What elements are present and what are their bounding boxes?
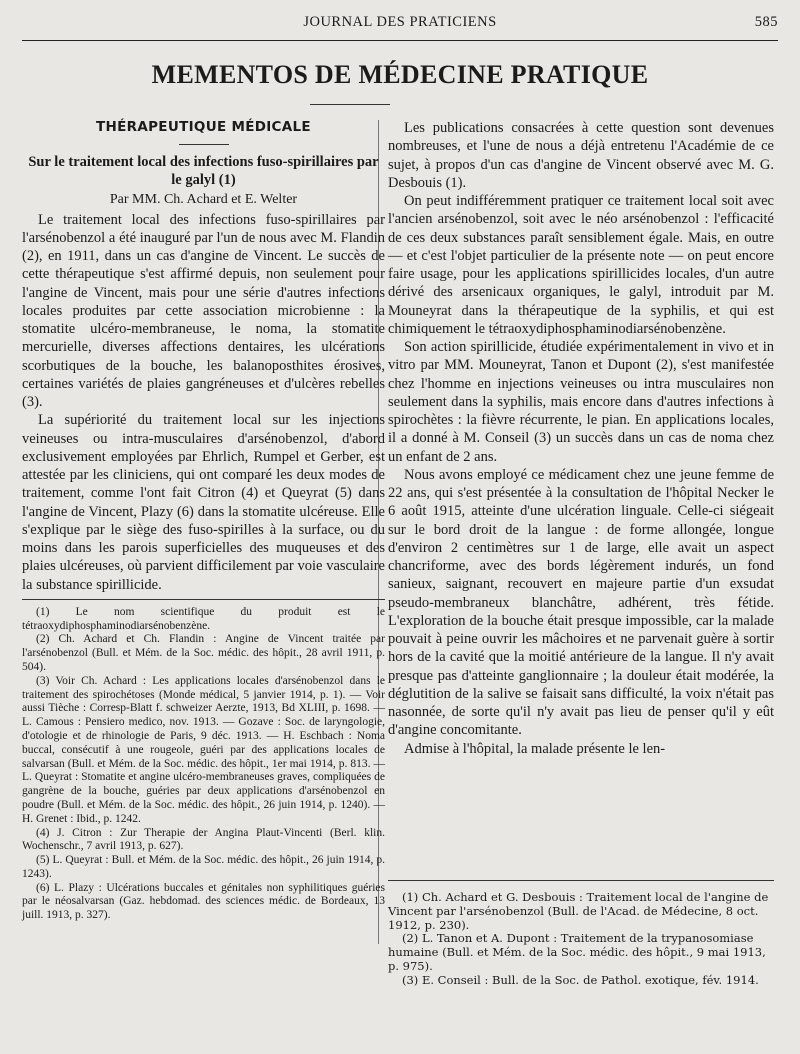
footnote: (3) E. Conseil : Bull. de la Soc. de Pathol. exotique, fév. 1914. [402, 972, 759, 987]
body-paragraph: On peut indifféremment pratiquer ce traitement local soit avec l'ancien arsénobenzol, soit avec le néo arsénobenzol : l'efficacité de ces deux substances paraît sensiblement égale. Mais, en outre — et c'est l'objet particulier de la présente note — on peut encore faire usage, pour les applications spirillicides locales, d'un autre dérivé des arsenicaux organiques, le galyl, introduit par M. Mouneyrat dans la thérapeutique de la syphilis, et qui est chimiquement le tétraoxydiphosphaminodiarsénobenzène. [388, 193, 774, 337]
footnote: (5) L. Queyrat : Bull. et Mém. de la Soc. médic. des hôpit., 26 juin 1914, p. 1243). [22, 854, 385, 880]
body-paragraph: Nous avons employé ce médicament chez une jeune femme de 22 ans, qui s'est présentée à la consultation de l'hôpital Necker le 6 août 1915, atteinte d'une ulcération linguale. Celle-ci siégeait sur le bord droit de la langue : de forme allongée, longue d'environ 2 centimètres sur 1 de large, elle avait un aspect chancriforme, avec des bords légèrement indurés, un fond sanieux, saignant, recouvert en majeure partie d'un exsudat pseudo-membraneux blanchâtre, adhérent, très fétide. L'exploration de la bouche était presque impossible, car la malade pouvait à peine ouvrir les mâchoires et ne parvenait guère à sortir hors de la cavité que la moitié antérieure de la langue. Il n'y avait presque pas d'atteinte ganglionnaire ; la douleur était modérée, la déglutition de la salive se faisait sans difficulté, la voix n'était pas nasonnée, de sorte qu'il n'y avait pas lieu de penser qu'il y eût d'angine concomitante. [388, 466, 774, 739]
right-footnotes [388, 880, 774, 988]
footnote: (1) Le nom scientifique du produit est le tétraoxydiphosphaminodiarsénobenzène. [22, 605, 385, 632]
title-underline [310, 104, 390, 105]
section-title: MEMENTOS DE MÉDECINE PRATIQUE [151, 60, 649, 89]
running-head [22, 14, 778, 34]
article-byline: Par MM. Ch. Achard et E. Welter [109, 192, 298, 208]
subsection-heading: THÉRAPEUTIQUE MÉDICALE [96, 119, 311, 135]
body-paragraph: Admise à l'hôpital, la malade présente le len- [404, 740, 666, 757]
right-column [388, 119, 774, 758]
footnote-rule [388, 880, 774, 881]
page-number: 585 [754, 14, 778, 30]
body-paragraph: Les publications consacrées à cette question sont devenues nombreuses, et l'une de nous a déjà entretenu l'Académie de ce sujet, à propos d'un cas d'angine de Vincent observé avec M. G. Desbouis (1). [388, 120, 774, 191]
article-title: Sur le traitement local des infections fuso-spirillaires par le galyl (1) [28, 154, 379, 188]
footnote: (2) L. Tanon et A. Dupont : Traitement de la trypanosomiase humaine (Bull. et Mém. de la Soc. médic. des hôpit., 9 mai 1913, p. 975). [388, 931, 766, 973]
journal-title: JOURNAL DES PRATICIENS [303, 14, 497, 30]
footnote: (1) Ch. Achard et G. Desbouis : Traitement local de l'angine de Vincent par l'arsénobenzol (Bull. de l'Acad. de Médecine, 8 oct. 1912, p. 230). [388, 890, 769, 932]
subsection-rule [179, 144, 229, 145]
footnote: (2) Ch. Achard et Ch. Flandin : Angine de Vincent traitée par l'arsénobenzol (Bull. et Mém. de la Soc. médic. des hôpit., 28 avril 1911, p. 504). [22, 633, 385, 673]
body-paragraph: La supériorité du traitement local sur les injections veineuses ou intra-musculaires d'arsénobenzol, d'abord exclusivement employées par Ehrlich, Rumpel et Gerber, est attestée par les cliniciens, qui ont comparé les deux modes de traitement, comme l'ont fait Citron (4) et Queyrat (5) dans l'angine de Vincent, Plazy (6) dans la stomatite ulcéreuse. Elle s'explique par le siège des fuso-spirilles à la surface, ou du moins dans les parois superficielles des muqueuses et des plaies ulcéreuses, où parvient difficilement par voie vasculaire la substance spirillicide. [22, 412, 385, 593]
footnote: (6) L. Plazy : Ulcérations buccales et génitales non syphilitiques guéries par le néosalvarsan (Gaz. hebdomad. des sciences médic. de Bordeaux, 13 juill. 1913, p. 327). [22, 881, 385, 922]
body-paragraph: Son action spirillicide, étudiée expérimentalement in vivo et in vitro par MM. Mouneyrat, Tanon et Dupont (2), s'est manifestée chez l'homme en injections veineuses ou intra musculaires non seulement dans la syphilis, mais encore dans d'autres infections à spirochètes : la fièvre récurrente, le pian. En applications locales, il a donné à M. Conseil (3) un succès dans un cas de noma chez un enfant de 2 ans. [388, 339, 774, 465]
footnote: (4) J. Citron : Zur Therapie der Angina Plaut-Vincenti (Berl. klin. Wochenschr., 7 avril 1913, p. 627). [22, 826, 385, 853]
left-column [22, 118, 385, 923]
footnote: (3) Voir Ch. Achard : Les applications locales d'arsénobenzol dans le traitement des spirochétoses (Monde médical, 5 janvier 1914, p. 1). — Voir aussi Tièche : Corresp-Blatt f. schweizer Aerzte, 1913, Bd XLIII, p. 1698. — L. Camous : Pensiero medico, nov. 1913. — Gozave : Soc. de laryngologie, d'otologie et de rhinologie de Paris, 9 déc. 1913. — H. Eschbach : Noma buccal, consécutif à une rougeole, guéri par des applications locales de salvarsan (Bull. et Mém. de la Soc. médic. des hôpit., 1er mai 1914, p. 813. — L. Queyrat : Stomatite et angine ulcéro-membraneuses graves, compliquées de gangrène de la bouche, guéries par deux applications d'arsénobenzol en poudre (Bull. et Mém. de la Soc. médic. des hôpit., 26 juin 1914, p. 1240). — H. Grenet : Ibid., p. 1242. [22, 674, 385, 825]
header-rule [22, 40, 778, 41]
footnote-rule [22, 599, 385, 600]
body-paragraph: Le traitement local des infections fuso-spirillaires par l'arsénobenzol a été inauguré par l'un de nous avec M. Flandin (2), en 1911, dans un cas d'angine de Vincent. Le succès de cette thérapeutique s'est affirmé depuis, non seulement pour l'angine de Vincent, mais pour une série d'autres infections locales produites par cette association microbienne : la stomatite ulcéro-membraneuse, le noma, la stomatite mercurielle, diverses affections dentaires, les ulcérations scorbutiques de la bouche, les balanoposthites érosives, certaines variétés de plaies gangréneuses et d'ulcères rebelles (3). [22, 211, 385, 410]
